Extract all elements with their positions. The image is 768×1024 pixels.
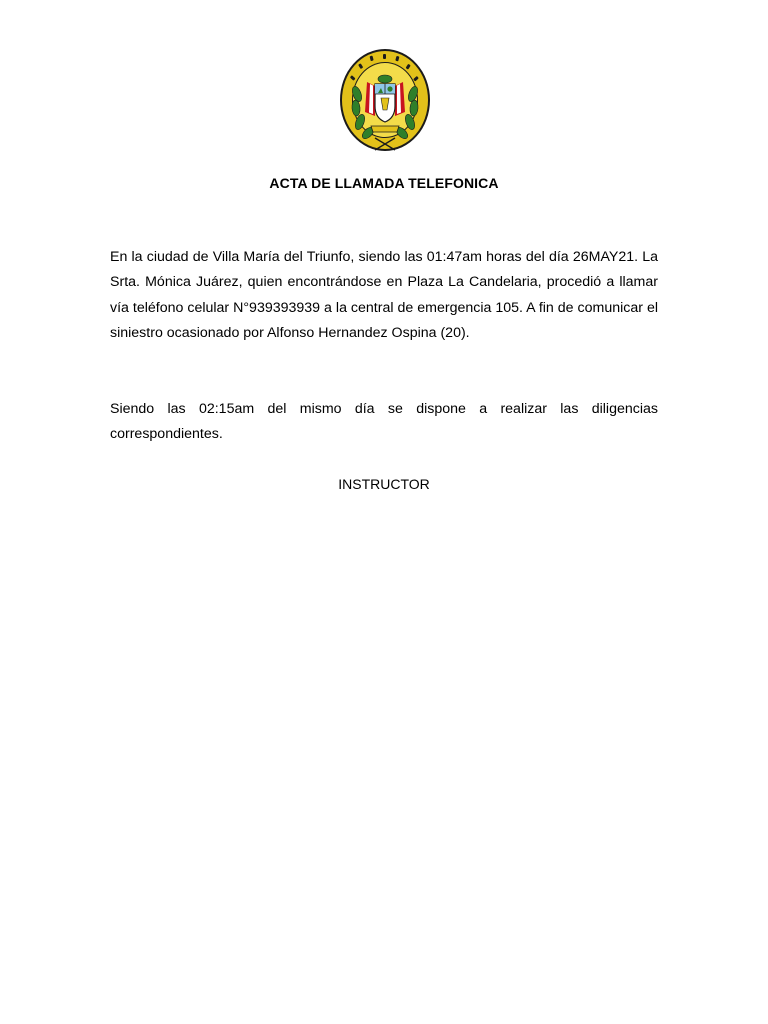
signature-label: INSTRUCTOR [338,476,430,492]
police-coat-of-arms-icon [337,46,433,158]
body-paragraph-1: En la ciudad de Villa María del Triunfo, siendo las 01:47am horas del día 26MAY21. La Srta. Mónica Juárez, quien encontrándose en Plaza La Candelaria, procedió a llamar vía teléfono celular N°939393939 a la central de emergencia 105. A fin de comunicar el siniestro ocasionado por Alfonso Hernandez Ospina (20). [110,249,658,341]
document-title: ACTA DE LLAMADA TELEFONICA [269,175,499,191]
body-paragraph-2: Siendo las 02:15am del mismo día se dispone a realizar las diligencias correspondientes. [110,401,658,443]
